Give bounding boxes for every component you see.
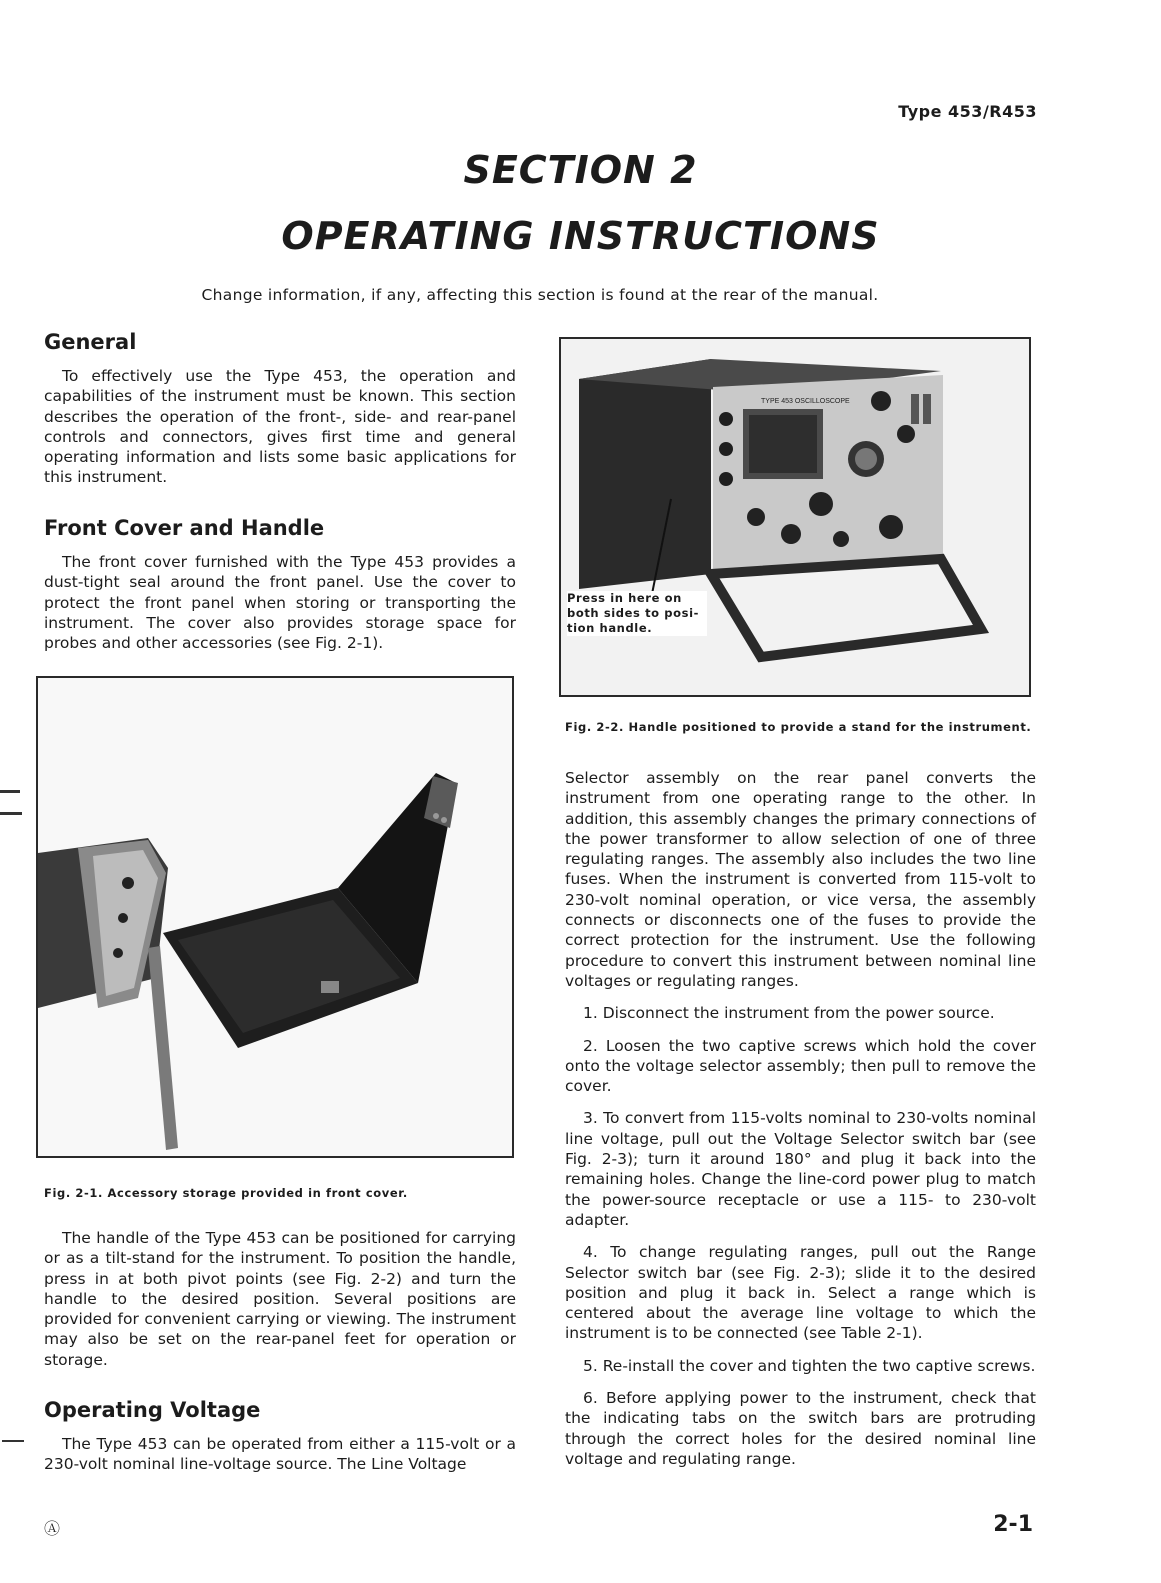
page-number: 2-1 (993, 1512, 1033, 1537)
operating-voltage-heading: Operating Voltage (44, 1398, 261, 1422)
front-cover-section (44, 516, 516, 653)
panel-label: TYPE 453 OSCILLOSCOPE (761, 398, 850, 405)
callout-line-1: Press in here on (567, 591, 682, 605)
line-voltage-procedure (565, 768, 1036, 1481)
procedure-step: 5. Re-install the cover and tighten the two captive screws. (583, 1356, 1036, 1375)
front-cover-heading: Front Cover and Handle (44, 516, 325, 540)
general-section (44, 330, 516, 488)
procedure-step: 4. To change regulating ranges, pull out the Range Selector switch bar (see Fig. 2-3); slide it to the desired position and plug it back in. Select a range which is centered about the average line voltage to which the instrument is to be connected (see Table 2-1). (565, 1243, 1036, 1343)
figure-2-1 (36, 676, 514, 1158)
selector-intro-text: Selector assembly on the rear panel converts the instrument from one operating range to the other. In addition, this assembly changes the primary connections of the power transformer to allow selection of one of three regulating ranges. The assembly also includes the two line fuses. When the instrument is converted from 115-volt to 230-volt nominal operation, or vice versa, the assembly connects or disconnects one of the fuses to provide the correct protection for the instrument. Use the following procedure to convert this instrument between nominal line voltages or regulating ranges. (565, 769, 1036, 990)
change-note: Change information, if any, affecting this section is found at the rear of the manual. (201, 286, 879, 304)
procedure-step: 2. Loosen the two captive screws which hold the cover onto the voltage selector assembly; then pull to remove the cover. (565, 1036, 1036, 1096)
procedure-step: 1. Disconnect the instrument from the power source. (583, 1004, 995, 1023)
handle-text: The handle of the Type 453 can be positioned for carrying or as a tilt-stand for the instrument. To position the handle, press in at both pivot points (see Fig. 2-2) and turn the handle to the desired position. Several positions are provided for convenient carrying or viewing. The instrument may also be set on the rear-panel feet for operation or storage. (44, 1229, 516, 1369)
handle-callout (567, 591, 707, 636)
section-title: OPERATING INSTRUCTIONS (281, 214, 880, 258)
scan-mark (0, 790, 20, 793)
general-heading: General (44, 330, 137, 354)
operating-voltage-text: The Type 453 can be operated from either a 115-volt or a 230-volt nominal line-voltage source. The Line Voltage (44, 1435, 516, 1474)
figure-2-1-caption: Fig. 2-1. Accessory storage provided in front cover. (44, 1186, 408, 1200)
general-text: To effectively use the Type 453, the operation and capabilities of the instrument must be known. This section describes the operation of the front-, side- and rear-panel controls and connectors, gives first time and general operating information and lists some basic applications for this instrument. (44, 367, 516, 487)
procedure-steps (565, 1003, 1036, 1469)
figure-2-2-caption: Fig. 2-2. Handle positioned to provide a stand for the instrument. (565, 720, 1032, 734)
callout-line-3: tion handle. (567, 621, 653, 635)
procedure-step: 3. To convert from 115-volts nominal to 230-volts nominal line voltage, pull out the Voltage Selector switch bar (see Fig. 2-3); turn it around 180° and plug it back into the remaining holes. Change the line-cord power plug to match the power-source receptacle or use a 115- to 230-volt adapter. (565, 1109, 1036, 1229)
figure-2-2 (559, 337, 1031, 697)
publisher-mark: Ⓐ (44, 1519, 61, 1538)
document-model: Type 453/R453 (898, 102, 1037, 121)
front-cover-text: The front cover furnished with the Type 453 provides a dust-tight seal around the front panel. Use the cover to protect the front panel when storing or transporting the instrument. The cover also provides storage space for probes and other accessories (see Fig. 2-1). (44, 553, 516, 653)
handle-text-block (44, 1228, 516, 1370)
callout-line-2: both sides to posi- (567, 606, 699, 620)
oscilloscope-handle-photo (561, 339, 1029, 695)
section-number: SECTION 2 (463, 148, 698, 192)
oscilloscope-cover-photo (38, 678, 512, 1156)
operating-voltage-section (44, 1398, 516, 1475)
procedure-step: 6. Before applying power to the instrument, check that the indicating tabs on the switch bars are protruding through the correct holes for the desired nominal line voltage and regulating range. (565, 1389, 1036, 1468)
scan-mark (0, 812, 22, 815)
scan-mark (2, 1440, 24, 1442)
